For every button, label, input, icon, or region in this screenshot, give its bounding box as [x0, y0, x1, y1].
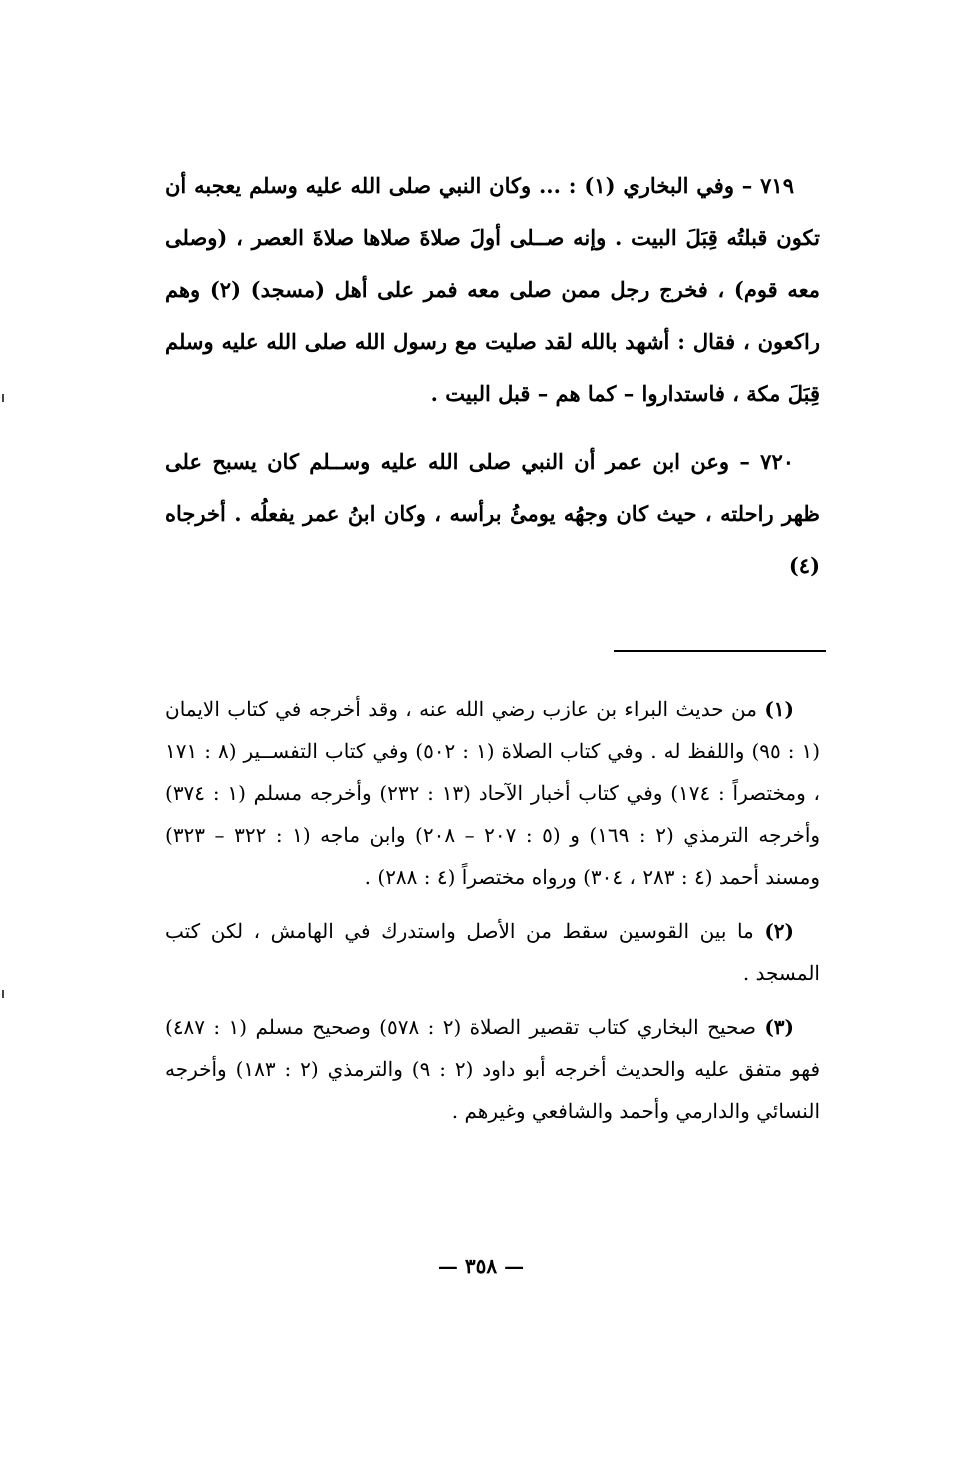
footnote-separator	[614, 650, 826, 652]
footnote-2	[165, 910, 820, 994]
footnote-1-mark: (١)	[764, 697, 795, 721]
footnote-3-mark: (٣)	[764, 1015, 794, 1039]
scan-edge-mark	[2, 990, 4, 998]
footnote-1-text: من حديث البراء بن عازب رضي الله عنه ، وقد أخرجه في كتاب الايمان (١ : ٩٥) واللفظ له . وفي كتاب الصلاة (١ : ٥٠٢) وفي كتاب التفســير (٨ : ١٧١ ، ومختصراً : ١٧٤) وفي كتاب أخبار الآحاد (١٣ : ٢٣٢) وأخرجه مسلم (١ : ٣٧٤) وأخرجه الترمذي (٢ : ١٦٩) و (٥ : ٢٠٧ – ٢٠٨) وابن ماجه (١ : ٣٢٢ – ٣٢٣) ومسند أحمد (٤ : ٢٨٣ ، ٣٠٤) ورواه مختصراً (٤ : ٢٨٨) .	[165, 697, 821, 889]
footnote-2-text: ما بين القوسين سقط من الأصل واستدرك في الهامش ، لكن كتب المسجد .	[165, 919, 820, 985]
hadith-719: ٧١٩ – وفي البخاري (١) : ... وكان النبي صلى الله عليه وسلم يعجبه أن تكون قبلتُه قِبَلَ البيت . وإنه صــلى أولَ صلاةَ صلاها صلاةَ العصر ، (وصلى معه قوم) ، فخرج رجل ممن صلى معه فمر على أهل (مسجد) (٢) وهم راكعون ، فقال : أشهد بالله لقد صليت مع رسول الله صلى الله عليه وسلم قِبَلَ مكة ، فاستداروا – كما هم – قبل البيت .	[165, 173, 820, 406]
page-number: — ٣٥٨ —	[437, 1254, 525, 1278]
footnotes	[165, 688, 820, 1144]
footnote-3	[165, 1006, 820, 1132]
main-text	[165, 160, 820, 608]
hadith-720: ٧٢٠ – وعن ابن عمر أن النبي صلى الله عليه وســلم كان يسبح على ظهر راحلته ، حيث كان وجهُه يومئُ برأسه ، وكان ابنُ عمر يفعلُه . أخرجاه (٤)	[165, 449, 820, 578]
footnote-1	[165, 688, 820, 898]
footnote-2-mark: (٢)	[764, 919, 795, 943]
scan-edge-mark	[2, 394, 4, 402]
footnote-3-text: صحيح البخاري كتاب تقصير الصلاة (٢ : ٥٧٨) وصحيح مسلم (١ : ٤٨٧) فهو متفق عليه والحديث أخرجه أبو داود (٢ : ٩) والترمذي (٢ : ١٨٣) وأخرجه النسائي والدارمي وأحمد والشافعي وغيرهم .	[165, 1015, 821, 1123]
